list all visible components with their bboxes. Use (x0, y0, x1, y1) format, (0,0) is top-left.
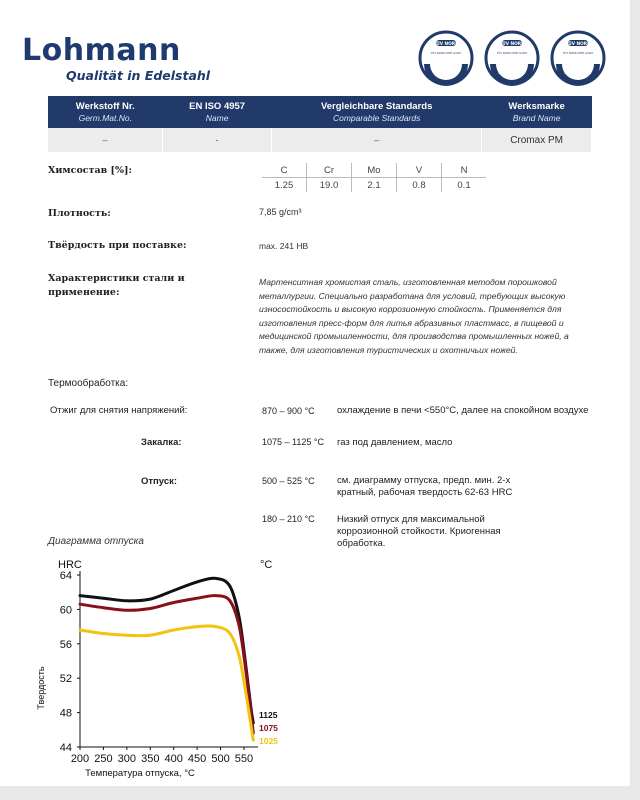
hardness-value: max. 241 HB (259, 241, 309, 251)
application-label-line1: Характеристики стали и (48, 273, 185, 284)
element-n: N (442, 163, 487, 178)
hardness-label: Твёрдость при поставке: (48, 240, 187, 251)
application-label-line2: применение: (48, 287, 120, 298)
col-title-en-iso: EN ISO 4957 (163, 96, 272, 112)
value-v: 0.8 (397, 178, 442, 193)
chart-title: Диаграмма отпуска (48, 536, 144, 547)
series-label-1025: 1025 (259, 736, 278, 746)
composition-label: Химсостав [%]: (48, 165, 133, 176)
x-unit-label: °C (260, 559, 273, 571)
y-tick-label: 48 (59, 707, 72, 720)
x-tick-label: 300 (117, 753, 137, 765)
value-standards: – (272, 128, 482, 152)
series-label-1125: 1125 (259, 710, 278, 720)
x-tick-label: 250 (94, 753, 113, 765)
cert-badge-1 (418, 30, 474, 86)
element-cr: Cr (307, 163, 352, 178)
x-tick-label: 500 (211, 753, 230, 765)
svg-text:TÜV NORD CERT GmbH: TÜV NORD CERT GmbH (562, 52, 594, 55)
col-title-werksmarke: Werksmarke (482, 96, 592, 112)
material-header-table (48, 96, 592, 152)
element-v: V (397, 163, 442, 178)
svg-text:DIN EN ISO 9001: DIN EN ISO 9001 (433, 71, 459, 75)
y-tick-label: 64 (59, 570, 72, 582)
cert-badge-3 (550, 30, 606, 86)
col-sub-werkstoff: Germ.Mat.No. (48, 112, 163, 128)
x-tick-label: 350 (141, 753, 160, 765)
col-title-werkstoff: Werkstoff Nr. (48, 96, 163, 112)
stress-relief-temp: 870 – 900 °C (262, 406, 315, 416)
density-label: Плотность: (48, 208, 111, 219)
low-tempering-desc-line3: обработка. (337, 538, 386, 549)
col-sub-werksmarke: Brand Name (482, 112, 592, 128)
svg-text:DIN EN ISO 14001: DIN EN ISO 14001 (498, 71, 526, 75)
logo-tagline: Qualität in Edelstahl (66, 68, 211, 83)
svg-text:TÜV NORD: TÜV NORD (433, 42, 459, 47)
element-c: C (262, 163, 307, 178)
hardening-desc: газ под давлением, масло (337, 437, 453, 448)
value-cr: 19.0 (307, 178, 352, 193)
x-axis-label: Температура отпуска, °C (85, 768, 195, 779)
x-tick-label: 400 (164, 753, 183, 765)
low-tempering-temp: 180 – 210 °C (262, 514, 315, 524)
value-mo: 2.1 (352, 178, 397, 193)
y-tick-label: 44 (59, 742, 72, 754)
tempering-chart (0, 548, 300, 786)
logo-name: Lohmann (22, 33, 181, 68)
low-tempering-desc-line2: коррозионной стойкости. Криогенная (337, 526, 501, 537)
tempering-desc-line1: см. диаграмму отпуска, предп. мин. 2-х (337, 475, 511, 486)
svg-text:TÜV NORD CERT GmbH: TÜV NORD CERT GmbH (496, 52, 528, 55)
series-label-1075: 1075 (259, 723, 278, 733)
value-c: 1.25 (262, 178, 307, 193)
tempering-temp: 500 – 525 °C (262, 476, 315, 486)
value-brand-name: Cromax PM (482, 128, 592, 152)
page-frame-bottom (0, 786, 640, 800)
y-tick-label: 56 (59, 638, 72, 651)
svg-text:DIN EN ISO 50001: DIN EN ISO 50001 (564, 71, 592, 75)
value-en-iso: - (163, 128, 272, 152)
page-frame-right (630, 0, 640, 800)
hardening-label: Закалка: (141, 437, 182, 448)
col-sub-en-iso: Name (163, 112, 272, 128)
element-mo: Mo (352, 163, 397, 178)
low-tempering-desc-line1: Низкий отпуск для максимальной (337, 514, 485, 525)
heat-treatment-title: Термообработка: (48, 378, 129, 389)
x-tick-label: 200 (70, 753, 90, 765)
x-tick-label: 450 (187, 753, 207, 765)
svg-text:TÜV NORD CERT GmbH: TÜV NORD CERT GmbH (430, 52, 462, 55)
value-n: 0.1 (457, 179, 471, 191)
company-logo (22, 33, 211, 83)
svg-text:TÜV NORD: TÜV NORD (499, 42, 525, 47)
y-tick-label: 52 (59, 673, 72, 686)
col-sub-standards: Comparable Standards (272, 112, 482, 128)
hardening-temp: 1075 – 1125 °C (262, 437, 324, 447)
y-axis-label: Твердость (36, 666, 46, 710)
x-tick-label: 550 (234, 753, 254, 765)
y-tick-label: 60 (59, 604, 72, 617)
stress-relief-desc: охлаждение в печи <550°C, далее на спокойном воздухе (337, 405, 589, 416)
application-text: Мартенситная хромистая сталь, изготовленная методом порошковой металлургии. Специально разработана для условий, требующих высокую износостойкость и высокую коррозионную стойкость. Применяется для изготовления пресс-форм для литья абразивных пластмасс, в пищевой и медицинской промышленности, для производства промышленных ножей, а также, для изготовления туристических и охотничьих ножей. (259, 277, 569, 355)
tempering-desc-line2: кратный, рабочая твердость 62-63 HRC (337, 487, 513, 498)
stress-relief-label: Отжиг для снятия напряжений: (50, 405, 188, 416)
series-line-1075 (80, 596, 253, 734)
density-value: 7,85 g/cm³ (259, 207, 302, 217)
value-werkstoff: – (48, 128, 163, 152)
certification-badges (418, 30, 608, 88)
cert-badge-2 (484, 30, 540, 86)
tempering-label: Отпуск: (141, 476, 178, 487)
col-title-standards: Vergleichbare Standards (272, 96, 482, 112)
svg-text:TÜV NORD: TÜV NORD (565, 42, 591, 47)
series-line-1025 (80, 626, 253, 740)
composition-table (262, 163, 486, 192)
y-unit-label: HRC (58, 559, 82, 571)
